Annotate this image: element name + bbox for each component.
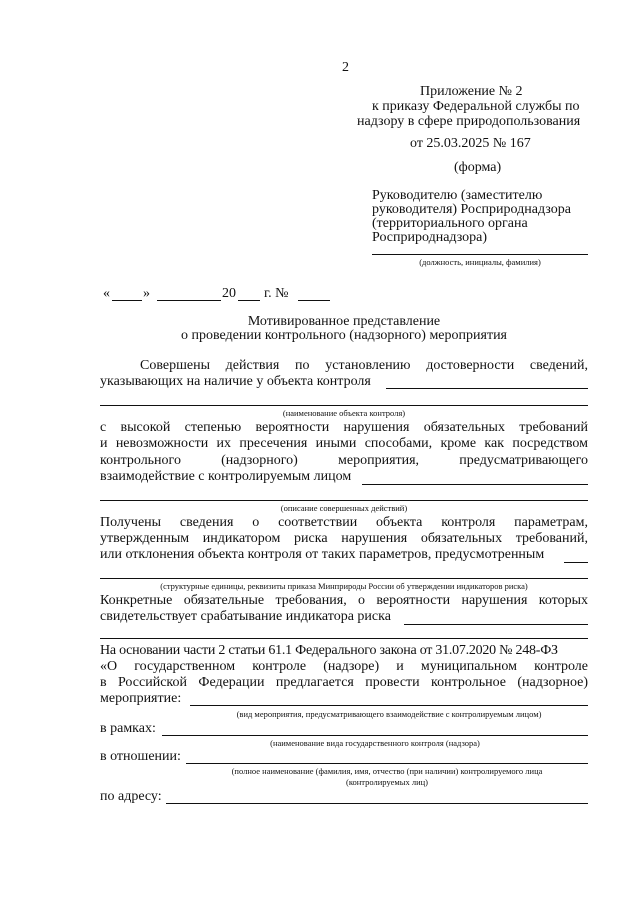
label-address: по адресу: — [100, 789, 162, 804]
caption-object: (наименование объекта контроля) — [282, 408, 406, 418]
caption-control-type: (наименование вида государственного контроля (надзора) — [270, 738, 480, 748]
day-blank[interactable] — [112, 300, 142, 301]
addressee-line-2: руководителя) Росприроднадзора — [372, 202, 571, 217]
appendix-title: Приложение № 2 — [420, 84, 523, 99]
address-input-line[interactable] — [166, 803, 588, 804]
p2-line-4: взаимодействие с контролируемым лицом — [100, 469, 352, 484]
caption-person-2: (контролируемых лиц) — [345, 777, 428, 787]
p2-line-2: и невозможности их пресечения иными способами, кроме как посредством — [100, 436, 588, 451]
appendix-agency-line: надзору в сфере природопользования — [357, 114, 581, 129]
p3-line-2: утвержденным индикатором риска нарушения обязательных требований, — [100, 531, 588, 546]
caption-actions: (описание совершенных действий) — [280, 503, 408, 513]
appendix-order-line: к приказу Федеральной службы по — [372, 99, 580, 114]
appendix-date-number: от 25.03.2025 № 167 — [410, 136, 531, 151]
p5-line-1: На основании части 2 статьи 61.1 Федерального закона от 31.07.2020 № 248-ФЗ — [100, 643, 558, 658]
p5-line-4: мероприятие: — [100, 691, 182, 706]
event-input-line[interactable] — [190, 705, 588, 706]
p3-line-3: или отклонения объекта контроля от таких параметров, предусмотренным — [100, 547, 545, 562]
p1-line-1: Совершены действия по установлению достоверности сведений, — [140, 358, 588, 373]
addressee-line-4: Росприроднадзора) — [372, 230, 488, 245]
date-open-quote: « — [103, 286, 110, 301]
p4-line-1: Конкретные обязательные требования, о вероятности нарушения которых — [100, 593, 588, 608]
number-label: г. № — [264, 286, 289, 301]
units-input-line-1[interactable] — [564, 562, 588, 563]
actions-input-line-1[interactable] — [362, 484, 588, 485]
year-prefix: 20 — [222, 286, 236, 301]
document-subtitle: о проведении контрольного (надзорного) мероприятия — [180, 328, 507, 343]
actions-input-line-2[interactable] — [100, 500, 588, 501]
year-blank[interactable] — [238, 300, 260, 301]
framework-input-line[interactable] — [162, 735, 588, 736]
regarding-input-line[interactable] — [186, 763, 588, 764]
p1-line-2: указывающих на наличие у объекта контроля — [100, 374, 371, 389]
requirements-input-line-1[interactable] — [404, 624, 588, 625]
requirements-input-line-2[interactable] — [100, 638, 588, 639]
form-label: (форма) — [454, 160, 502, 175]
units-input-line-2[interactable] — [100, 578, 588, 579]
addressee-line-3: (территориального органа — [372, 216, 528, 231]
document-title: Мотивированное представление — [247, 314, 441, 329]
month-blank[interactable] — [157, 300, 221, 301]
caption-units: (структурные единицы, реквизиты приказа Минприроды России об утверждении индикаторов риска) — [160, 581, 528, 591]
object-input-line-2[interactable] — [100, 405, 588, 406]
p3-line-1: Получены сведения о соответствии объекта контроля параметрам, — [100, 515, 588, 530]
p2-line-3: контрольного (надзорного) мероприятия, предусматривающего — [100, 453, 588, 468]
addressee-caption: (должность, инициалы, фамилия) — [419, 257, 541, 267]
addressee-signature-line[interactable] — [372, 254, 588, 255]
caption-person-1: (полное наименование (фамилия, имя, отчество (при наличии) контролируемого лица — [231, 766, 543, 776]
number-blank[interactable] — [298, 300, 330, 301]
p4-line-2: свидетельствует срабатывание индикатора риска — [100, 609, 391, 624]
object-input-line-1[interactable] — [386, 388, 588, 389]
date-close-quote: » — [143, 286, 150, 301]
p5-line-3: в Российской Федерации предлагается провести контрольное (надзорное) — [100, 675, 588, 690]
label-framework: в рамках: — [100, 721, 156, 736]
p2-line-1: с высокой степенью вероятности нарушения обязательных требований — [100, 420, 588, 435]
addressee-line-1: Руководителю (заместителю — [372, 188, 543, 203]
p5-line-2: «О государственном контроле (надзоре) и муниципальном контроле — [100, 659, 588, 674]
label-regarding: в отношении: — [100, 749, 181, 764]
caption-event: (вид мероприятия, предусматривающего взаимодействие с контролируемым лицом) — [236, 709, 542, 719]
page-number: 2 — [342, 60, 349, 75]
